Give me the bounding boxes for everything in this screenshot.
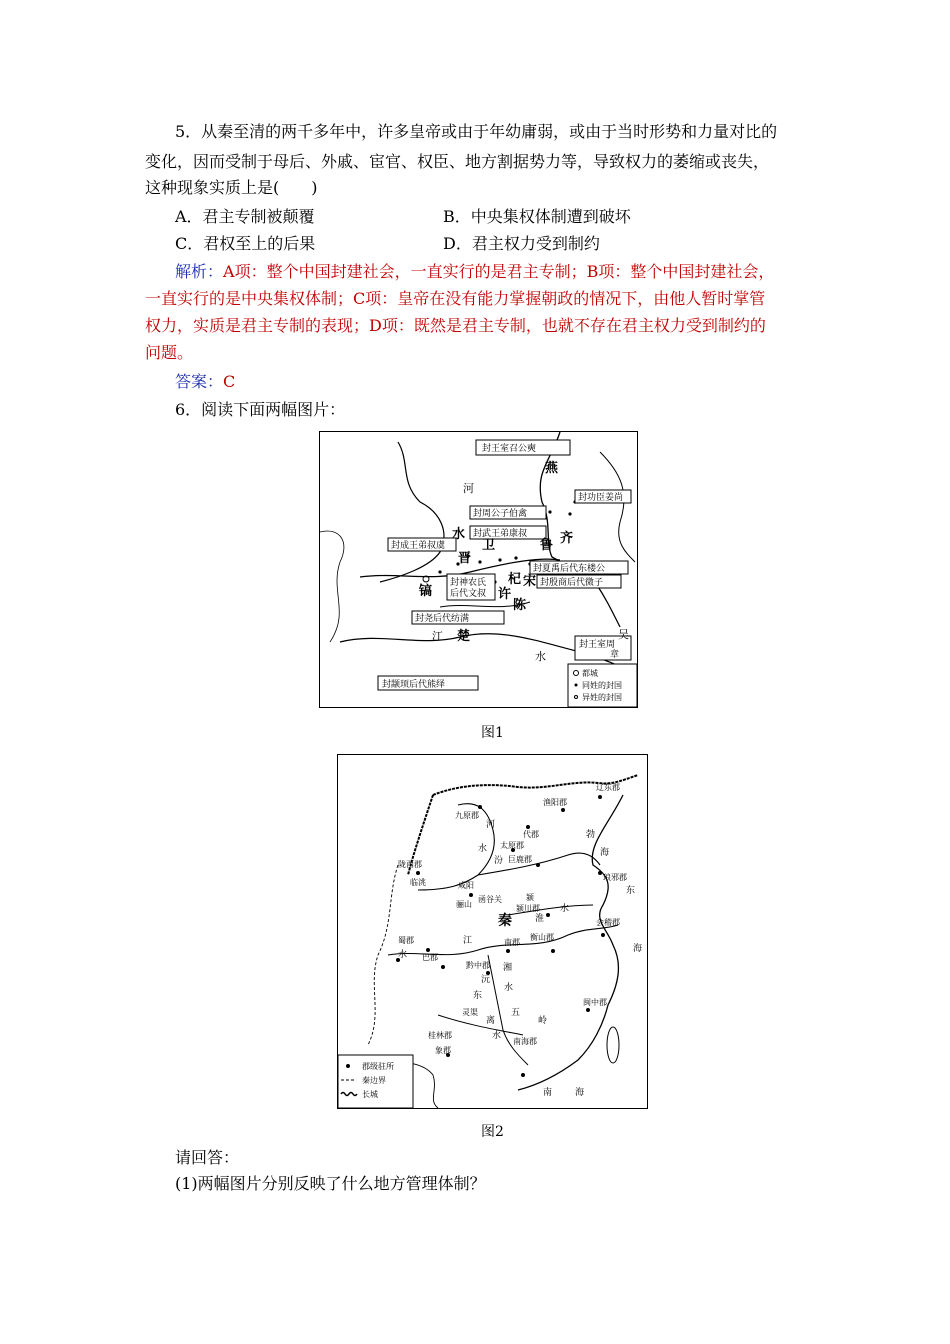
q5-analysis-line2: 一直实行的是中央集权体制；C项：皇帝在没有能力掌握朝政的情况下，由他人暂时掌管: [145, 289, 766, 308]
label-ying: 颍: [526, 893, 534, 902]
label-qin: 秦: [498, 913, 512, 929]
label-qi: 齐: [560, 531, 574, 546]
label-wen-shu: 后代文叔: [450, 589, 487, 599]
analysis-label: 解析：: [175, 262, 224, 281]
label-hangu: 函谷关: [478, 895, 502, 904]
q5-option-c: C．君权至上的后果: [175, 234, 316, 253]
label-hengshan: 衡山郡: [530, 933, 554, 942]
label-wei: 卫: [482, 538, 496, 553]
label-lingqu: 灵渠: [462, 1008, 478, 1017]
label-zhao-gong: 封王室召公奭: [482, 444, 537, 454]
legend-great-wall: 长城: [362, 1090, 378, 1099]
legend-same-surname: 同姓的封国: [582, 681, 622, 690]
q5-stem-line1: 5．从秦至清的两千多年中，许多皇帝或由于年幼庸弱，或由于当时形势和力量对比的: [175, 122, 778, 141]
label-guilin: 桂林郡: [428, 1031, 452, 1040]
label-wang-shi: 封王室周: [579, 640, 616, 650]
figure1-map: [319, 431, 638, 708]
label-shui2: 水: [535, 650, 546, 663]
q5-option-a: A．君主专制被颠覆: [175, 207, 315, 226]
figure2-caption: 图2: [481, 1124, 504, 1140]
label-xu: 许: [498, 587, 512, 602]
label-jiang: 江: [432, 630, 443, 643]
legend-seat: 郡级驻所: [362, 1062, 394, 1071]
label-qi2: 杞: [508, 572, 522, 587]
label-dai: 代郡: [523, 830, 539, 839]
label-shui: 水: [478, 844, 488, 854]
label-bo-qin: 封周公子伯禽: [473, 509, 528, 519]
label-liaodong: 辽东郡: [596, 783, 620, 792]
label-hai: 海: [600, 848, 610, 858]
label-ling: 岭: [538, 1016, 548, 1026]
label-song: 宋: [523, 574, 537, 589]
label-shu: 蜀郡: [398, 936, 414, 945]
label-shu-yu: 封成王弟叔虞: [391, 541, 446, 551]
label-qianzhong: 黔中郡: [466, 961, 490, 970]
label-kuaiji: 会稽郡: [596, 918, 620, 927]
label-ba: 巴郡: [422, 953, 438, 962]
label-wu: 吴: [618, 628, 629, 641]
legend-border: 秦边界: [362, 1076, 386, 1085]
label-xiang: 湘: [503, 963, 513, 973]
label-chu: 楚: [457, 629, 471, 644]
label-nan2: 南: [543, 1088, 553, 1098]
q5-stem-line2: 变化，因而受制于母后、外戚、宦官、权臣、地方割据势力等，导致权力的萎缩或丧失，: [145, 152, 770, 171]
label-nanhai: 南海郡: [513, 1037, 537, 1046]
label-wei-zi: 封殷商后代微子: [540, 578, 604, 588]
label-hai2: 海: [633, 944, 643, 954]
label-yuan: 沅: [481, 975, 491, 985]
q5-analysis-line4: 问题。: [145, 343, 194, 362]
label-he: 河: [463, 482, 474, 495]
label-chen: 陈: [513, 598, 527, 613]
q5-option-d: D．君主权力受到制约: [443, 234, 600, 253]
q6-stem: 6．阅读下面两幅图片：: [175, 400, 346, 419]
label-shui3: 水: [398, 950, 408, 960]
label-xiangjun: 象郡: [435, 1046, 451, 1055]
label-li: 离: [486, 1016, 496, 1026]
figure1-caption: 图1: [481, 725, 504, 741]
label-yingchuan: 颍川郡: [516, 904, 540, 913]
label-shen-nong: 封神农氏: [450, 578, 487, 588]
label-taiyuan: 太原郡: [500, 841, 524, 850]
peninsula: [600, 452, 635, 562]
analysis-text-1: A项：整个中国封建社会，一直实行的是君主专制；B项：整个中国封建社会，: [223, 262, 775, 281]
q5-answer: [175, 371, 235, 393]
label-yao-descendant: 封尧后代纺满: [415, 614, 470, 624]
followup-prompt: 请回答：: [175, 1148, 240, 1167]
label-huai: 淮: [535, 914, 545, 924]
label-hai3: 海: [575, 1088, 585, 1098]
west-border: [320, 531, 344, 642]
label-jiang-shang: 封功臣姜尚: [578, 493, 624, 503]
legend-diff-surname: 异姓的封国: [582, 693, 622, 702]
label-yan: 燕: [545, 461, 559, 476]
label-shui2: 水: [560, 904, 570, 914]
label-minzhong: 闽中郡: [583, 998, 607, 1007]
q5-analysis-line1: [175, 261, 774, 283]
label-river-he: 河: [486, 820, 496, 830]
label-nan: 南郡: [504, 938, 520, 947]
yellow-river-upper: [380, 442, 444, 582]
label-wang-shi-2: 章: [610, 650, 620, 660]
label-xiong-yi: 封颛顼后代熊绎: [382, 680, 446, 690]
answer-label: 答案：: [175, 372, 224, 391]
taiwan-island: [607, 1027, 619, 1063]
label-jiuyuan: 九原郡: [455, 811, 479, 820]
label-dong-lou-gong: 封夏禹后代东楼公: [533, 564, 606, 574]
label-hao: 镐: [419, 584, 433, 599]
label-longxi: 陇西郡: [398, 860, 422, 869]
label-xianyang: 咸阳: [458, 881, 474, 890]
label-yuyang: 渔阳郡: [543, 798, 567, 807]
label-bo: 勃: [586, 830, 596, 840]
q5-analysis-line3: 权力，实质是君主专制的表现；D项：既然是君主专制，也就不存在君主权力受到制约的: [145, 316, 766, 335]
label-jiang: 江: [463, 936, 473, 946]
label-lu: 鲁: [540, 538, 554, 553]
label-shui: 水: [452, 527, 466, 542]
label-shui5: 水: [492, 1031, 502, 1041]
label-kang-shu: 封武王弟康叔: [473, 529, 528, 539]
followup-question-1: (1)两幅图片分别反映了什么地方管理体制？: [175, 1174, 486, 1193]
label-lishan: 骊山: [456, 900, 472, 909]
yangtze-river: [388, 925, 618, 955]
label-fen: 汾: [494, 856, 504, 866]
label-lintao: 临洮: [410, 878, 426, 887]
figure2-map: [337, 754, 648, 1109]
label-shui4: 水: [504, 983, 514, 993]
label-dong: 东: [626, 886, 636, 896]
q5-option-b: B．中央集权体制遭到破坏: [443, 207, 631, 226]
label-langya: 琅邪郡: [603, 873, 627, 882]
figure1-svg: [320, 432, 637, 707]
qin-border: [368, 865, 398, 1045]
legend-capital: 都城: [582, 669, 598, 678]
figure2-svg: [338, 755, 647, 1108]
label-wu: 五: [511, 1008, 521, 1018]
label-jin: 晋: [458, 551, 472, 566]
label-dong2: 东: [473, 991, 483, 1001]
answer-value: C: [223, 372, 236, 391]
q5-stem-line3: 这种现象实质上是( ): [145, 178, 318, 197]
label-julu: 巨鹿郡: [508, 855, 532, 864]
